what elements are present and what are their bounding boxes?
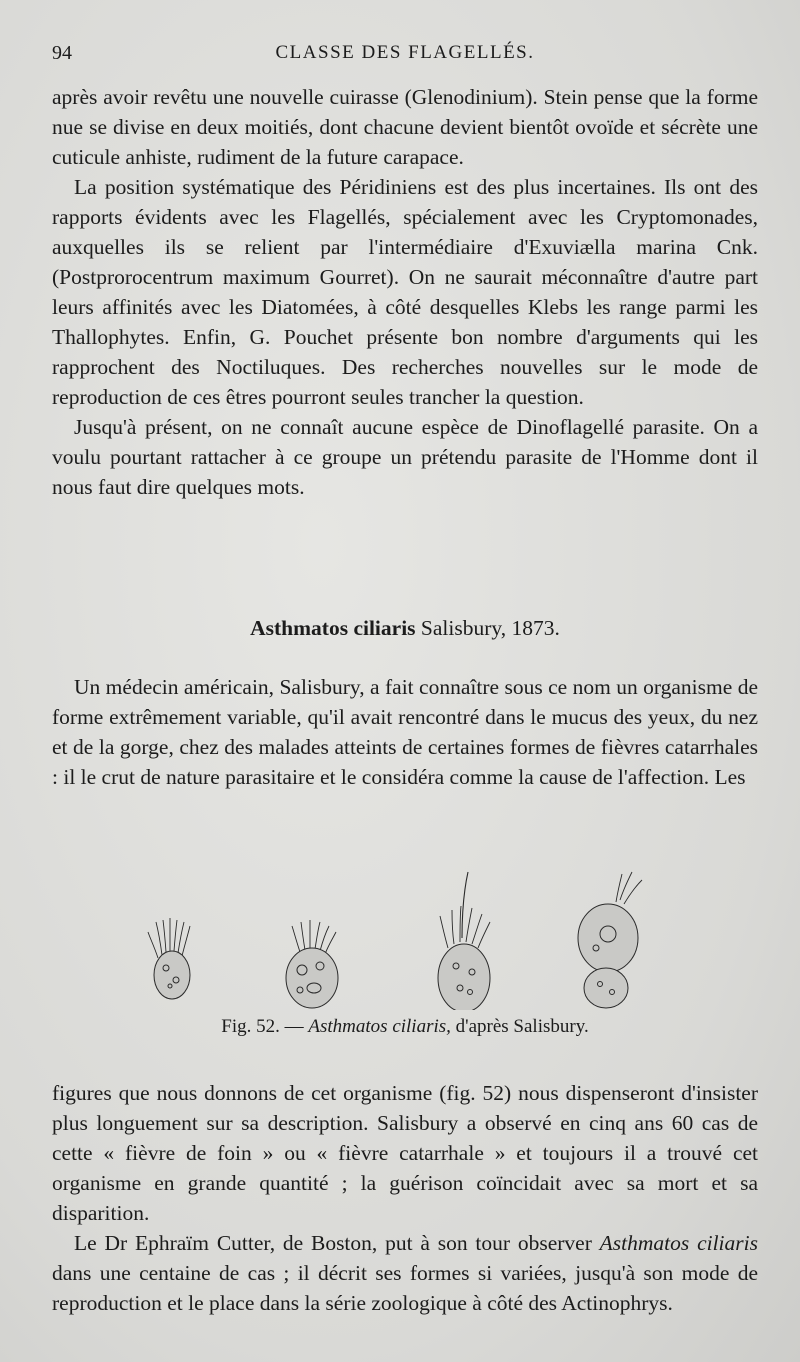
text-run: dans une centaine de cas ; il décrit ses formes si variées, jusqu'à son mode de reproduction et le place dans la série zoologique à côté des Actinophrys. — [52, 1261, 758, 1315]
organism-drawings — [130, 860, 670, 1010]
paragraph: La position systématique des Péridiniens est des plus incertaines. Ils ont des rapports évidents avec les Flagellés, spécialement avec les Cryptomonades, auxquelles ils se relient par l'intermédiaire d'Exuviælla marina Cnk. (Postprorocentrum maximum Gourret). On ne saurait méconnaître d'autre part leurs affinités avec les Diatomées, à côté desquelles Klebs les range parmi les Thallophytes. Enfin, G. Pouchet présente bon nombre d'arguments qui les rapprochent des Noctiluques. Des recherches nouvelles sur le mode de reproduction de ces êtres pourront seules trancher la question. — [52, 175, 758, 409]
figure-52-illustration — [130, 860, 670, 1010]
page-header — [52, 42, 758, 72]
heading-authority: Salisbury, 1873. — [420, 616, 560, 640]
caption-label: Fig. 52. — — [221, 1016, 304, 1037]
heading-species-name: Asthmatos ciliaris — [250, 616, 416, 640]
organism-drawing — [148, 918, 190, 999]
organism-drawing — [438, 872, 490, 1010]
caption-source: d'après Salisbury. — [455, 1016, 589, 1037]
paragraph: après avoir revêtu une nouvelle cuirasse (Glenodinium). Stein pense que la forme nue se divise en deux moitiés, dont chacune devient bientôt ovoïde et sécrète une cuticule anhiste, rudiment de la future carapace. — [52, 85, 758, 169]
page-number: 94 — [52, 42, 72, 64]
species-name: Asthmatos ciliaris — [599, 1231, 758, 1255]
paragraph: Jusqu'à présent, on ne connaît aucune espèce de Dinoflagellé parasite. On a voulu pourtant rattacher à ce groupe un prétendu parasite de l'Homme dont il nous faut dire quelques mots. — [52, 415, 758, 499]
running-title: CLASSE DES FLAGELLÉS. — [275, 42, 535, 63]
paragraph: figures que nous donnons de cet organisme (fig. 52) nous dispenseront d'insister plus longuement sur sa description. Salisbury a observé en cinq ans 60 cas de cette « fièvre de foin » ou « fièvre catarrhale » et toujours il a trouvé cet organisme en grande quantité ; la guérison coïncidait avec sa mort et sa disparition. — [52, 1081, 758, 1225]
section-asthmatos-continued — [52, 1078, 758, 1318]
paragraph: Un médecin américain, Salisbury, a fait connaître sous ce nom un organisme de forme extrêmement variable, qu'il avait rencontré dans le mucus des yeux, du nez et de la gorge, chez des malades atteints de certaines formes de fièvres catarrhales : il le crut de nature parasitaire et le considéra comme la cause de l'affection. Les — [52, 675, 758, 789]
text-run: Le Dr Ephraïm Cutter, de Boston, put à son tour observer — [74, 1231, 592, 1255]
caption-species: Asthmatos ciliaris, — [308, 1016, 451, 1037]
figure-caption — [52, 1016, 758, 1038]
section-asthmatos — [52, 672, 758, 792]
section-peridiniens — [52, 82, 758, 502]
organism-drawing — [286, 920, 338, 1008]
organism-drawing — [578, 872, 642, 1008]
paragraph — [52, 1228, 758, 1318]
section-heading — [52, 616, 758, 641]
